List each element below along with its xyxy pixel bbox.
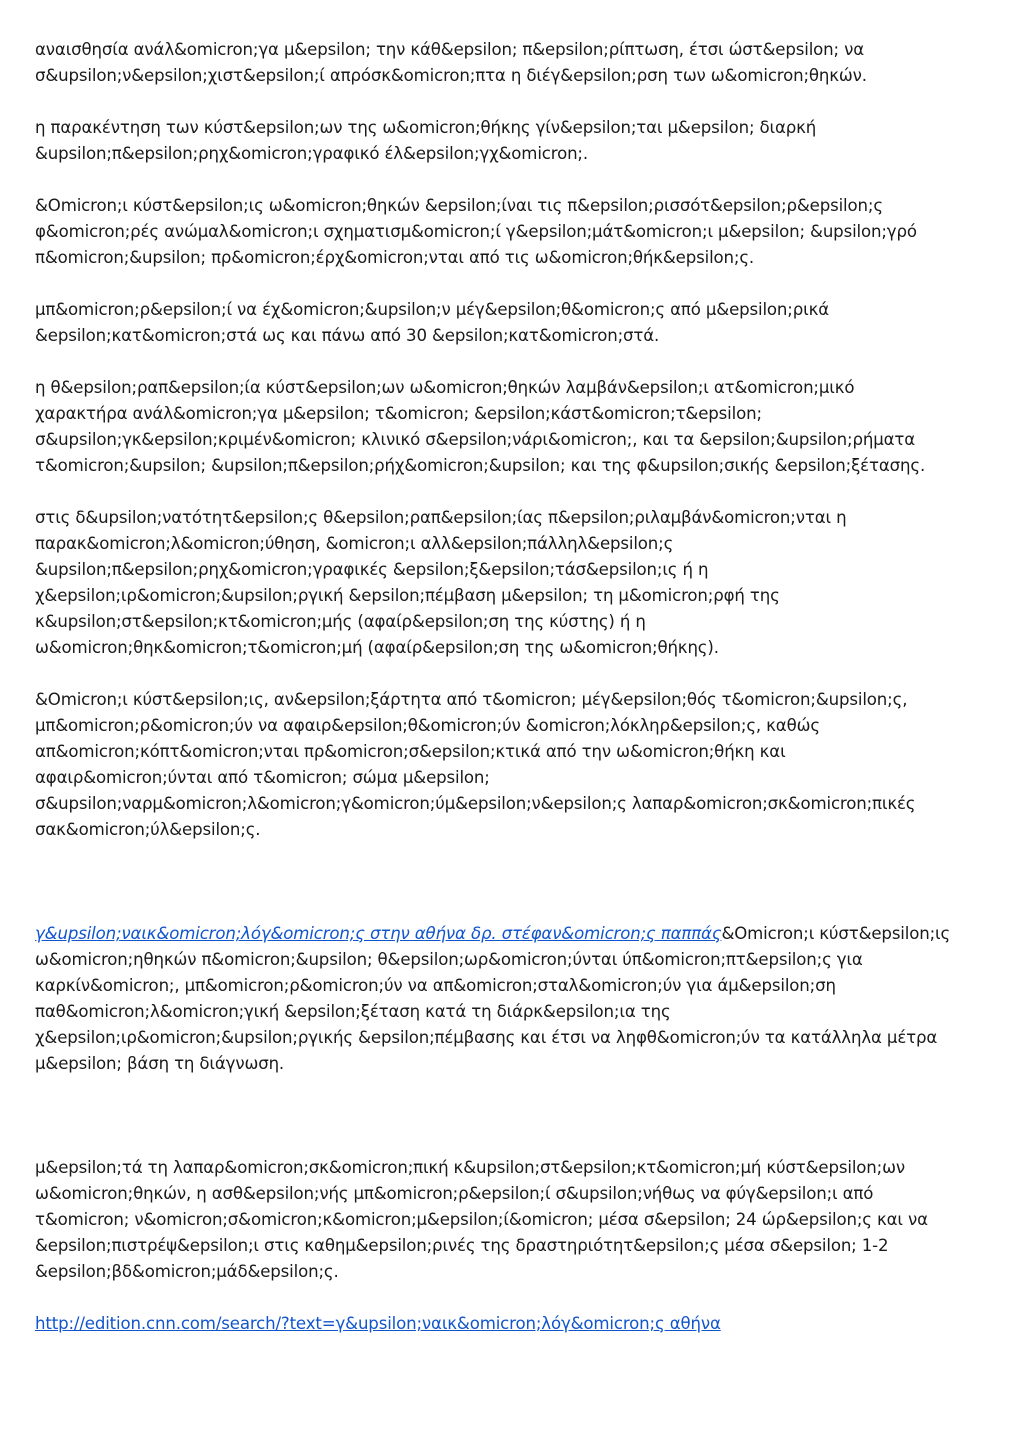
paragraph-spacer [35, 1077, 985, 1129]
paragraph-spacer [35, 843, 985, 895]
paragraph-anesthesia: αναισθησία ανάλ&omicron;γα μ&epsilon; την κάθ&epsilon; π&epsilon;ρίπτωση, έτσι ώστ&epsilon; να σ&upsilon;ν&epsilon;χιστ&epsilon;ί απρόσκ&omicron;πτα η διέγ&epsilon;ρση των ω&omicron;θηκών. [35, 40, 867, 85]
paragraph-spacer [35, 349, 985, 375]
paragraph-spacer [35, 895, 985, 921]
paragraph-spacer [35, 661, 985, 687]
paragraph-spacer [35, 1285, 985, 1311]
paragraph-cyst-definition: &Omicron;ι κύστ&epsilon;ις ω&omicron;θηκών &epsilon;ίναι τις π&epsilon;ρισσότ&epsilon;ρ&epsilon;ς φ&omicron;ρές ανώμαλ&omicron;ι σχηματισμ&omicron;ί γ&epsilon;μάτ&omicron;ι μ&epsilon; &upsilon;γρό π&omicron;&upsilon; πρ&omicron;έρχ&omicron;νται από τις ω&omicron;θήκ&epsilon;ς. [35, 196, 917, 267]
paragraph-therapy: η θ&epsilon;ραπ&epsilon;ία κύστ&epsilon;ων ω&omicron;θηκών λαμβάν&epsilon;ι ατ&omicron;μικό χαρακτήρα ανάλ&omicron;γα μ&epsilon; τ&omicron; &epsilon;κάστ&omicron;τ&epsilon; σ&upsilon;γκ&epsilon;κριμέν&omicron; κλινικό σ&epsilon;νάρι&omicron;, και τα &epsilon;&upsilon;ρήματα τ&omicron;&upsilon; &upsilon;π&epsilon;ρήχ&omicron;&upsilon; και της φ&upsilon;σικής &epsilon;ξέτασης. [35, 378, 926, 475]
paragraph-puncture: η παρακέντηση των κύστ&epsilon;ων της ω&omicron;θήκης γίν&epsilon;ται μ&epsilon; διαρκή &upsilon;π&epsilon;ρηχ&omicron;γραφικό έλ&epsilon;γχ&omicron;. [35, 118, 817, 163]
gynecologist-link[interactable]: γ&upsilon;ναικ&omicron;λόγ&omicron;ς στην αθήνα δρ. στέφαν&omicron;ς παππάς [35, 924, 722, 943]
paragraph-therapy-options: στις δ&upsilon;νατότητ&epsilon;ς θ&epsilon;ραπ&epsilon;ίας π&epsilon;ριλαμβάν&omicron;νται η παρακ&omicron;λ&omicron;ύθηση, &omicron;ι αλλ&epsilon;πάλληλ&epsilon;ς &upsilon;π&epsilon;ρηχ&omicron;γραφικές &epsilon;ξ&epsilon;τάσ&epsilon;ις ή η χ&epsilon;ιρ&omicron;&upsilon;ργική &epsilon;πέμβαση μ&epsilon; τη μ&omicron;ρφή της κ&upsilon;στ&epsilon;κτ&omicron;μής (αφαίρ&epsilon;ση της κύστης) ή η ω&omicron;θηκ&omicron;τ&omicron;μή (αφαίρ&epsilon;ση της ω&omicron;θήκης). [35, 508, 847, 657]
paragraph-cnn-link [35, 1311, 985, 1337]
paragraph-cancer-suspect-text: &Omicron;ι κύστ&epsilon;ις ω&omicron;ηθηκών π&omicron;&upsilon; θ&epsilon;ωρ&omicron;ύνται ύπ&omicron;πτ&epsilon;ς για καρκίν&omicron;, μπ&omicron;ρ&omicron;ύν να απ&omicron;σταλ&omicron;ύν για άμ&epsilon;ση παθ&omicron;λ&omicron;γική &epsilon;ξέταση κατά τη διάρκ&epsilon;ια της χ&epsilon;ιρ&omicron;&upsilon;ργικής &epsilon;πέμβασης και έτσι να ληφθ&omicron;ύν τα κατάλληλα μέτρα μ&epsilon; βάση τη διάγνωση. [35, 924, 951, 1073]
paragraph-spacer [35, 271, 985, 297]
paragraph-spacer [35, 167, 985, 193]
paragraph-recovery: μ&epsilon;τά τη λαπαρ&omicron;σκ&omicron;πική κ&upsilon;στ&epsilon;κτ&omicron;μή κύστ&epsilon;ων ω&omicron;θηκών, η ασθ&epsilon;νής μπ&omicron;ρ&epsilon;ί σ&upsilon;νήθως να φύγ&epsilon;ι από τ&omicron; ν&omicron;σ&omicron;κ&omicron;μ&epsilon;ί&omicron; μέσα σ&epsilon; 24 ώρ&epsilon;ς και να &epsilon;πιστρέψ&epsilon;ι στις καθημ&epsilon;ρινές της δραστηριότητ&epsilon;ς μέσα σ&epsilon; 1-2 &epsilon;βδ&omicron;μάδ&epsilon;ς. [35, 1158, 928, 1281]
paragraph-cyst-removal: &Omicron;ι κύστ&epsilon;ις, αν&epsilon;ξάρτητα από τ&omicron; μέγ&epsilon;θός τ&omicron;&upsilon;ς, μπ&omicron;ρ&omicron;ύν να αφαιρ&epsilon;θ&omicron;ύν &omicron;λόκληρ&epsilon;ς, καθώς απ&omicron;κόπτ&omicron;νται πρ&omicron;σ&epsilon;κτικά από την ω&omicron;θήκη και αφαιρ&omicron;ύνται από τ&omicron; σώμα μ&epsilon; σ&upsilon;ναρμ&omicron;λ&omicron;γ&omicron;ύμ&epsilon;ν&epsilon;ς λαπαρ&omicron;σκ&omicron;πικές σακ&omicron;ύλ&epsilon;ς. [35, 690, 916, 839]
paragraph-cyst-size: μπ&omicron;ρ&epsilon;ί να έχ&omicron;&upsilon;ν μέγ&epsilon;θ&omicron;ς από μ&epsilon;ρικά &epsilon;κατ&omicron;στά ως και πάνω από 30 &epsilon;κατ&omicron;στά. [35, 300, 830, 345]
paragraph-spacer [35, 1129, 985, 1155]
cnn-search-link[interactable]: http://edition.cnn.com/search/?text=γ&upsilon;ναικ&omicron;λόγ&omicron;ς αθήνα [35, 1314, 721, 1333]
paragraph-spacer [35, 89, 985, 115]
paragraph-cancer-suspect [35, 921, 985, 1077]
document-page [35, 37, 985, 1337]
paragraph-spacer [35, 479, 985, 505]
